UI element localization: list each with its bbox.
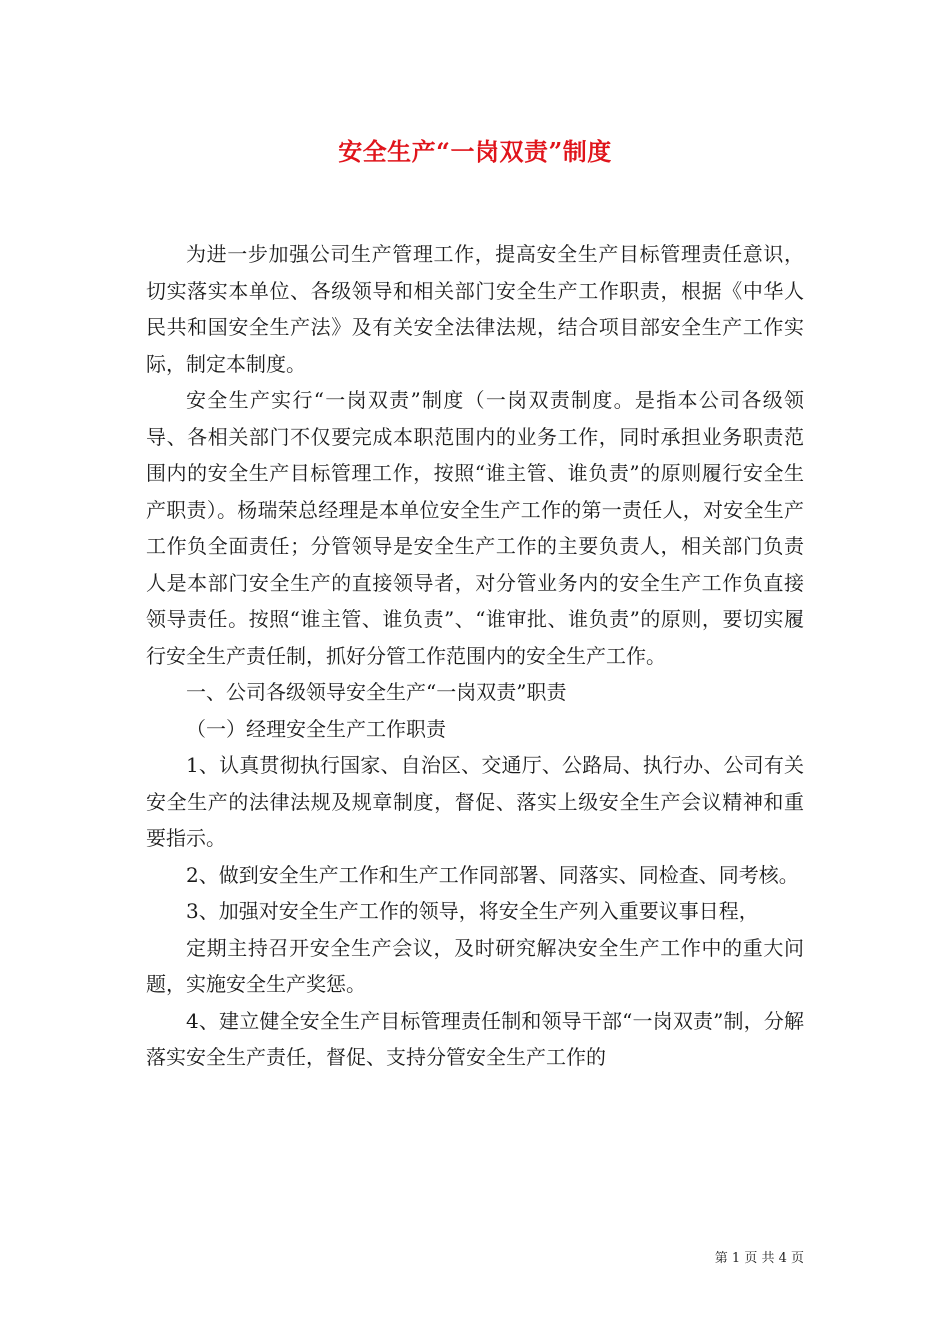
list-item-2: 2、做到安全生产工作和生产工作同部署、同落实、同检查、同考核。 (186, 862, 799, 887)
list-item-3-continued: 定期主持召开安全生产会议，及时研究解决安全生产工作中的重大问题，实施安全生产奖惩。 (146, 935, 804, 996)
list-item-4: 4、建立健全安全生产目标管理责任制和领导干部“一岗双责”制，分解落实安全生产责任，督促、支持分管安全生产工作的 (146, 1008, 804, 1069)
list-item-1: 1、认真贯彻执行国家、自治区、交通厅、公路局、执行办、公司有关安全生产的法律法规及规章制度，督促、落实上级安全生产会议精神和重要指示。 (146, 753, 804, 850)
paragraph-system-definition: 安全生产实行“一岗双责”制度（一岗双责制度。是指本公司各级领导、各相关部门不仅要完成本职范围内的业务工作，同时承担业务职责范围内的安全生产目标管理工作，按照“谁主管、谁负责”的原则履行安全生产职责）。杨瑞荣总经理是本单位安全生产工作的第一责任人，对安全生产工作负全面责任；分管领导是安全生产工作的主要负责人，相关部门负责人是本部门安全生产的直接领导者，对分管业务内的安全生产工作负直接领导责任。按照“谁主管、谁负责”、“谁审批、谁负责”的原则，要切实履行安全生产责任制，抓好分管工作范围内的安全生产工作。 (146, 388, 804, 668)
list-item-3: 3、加强对安全生产工作的领导，将安全生产列入重要议事日程， (186, 899, 759, 923)
paragraph-intro: 为进一步加强公司生产管理工作，提高安全生产目标管理责任意识，切实落实本单位、各级领导和相关部门安全生产工作职责，根据《中华人民共和国安全生产法》及有关安全法律法规，结合项目部安全生产工作实际，制定本制度。 (146, 242, 804, 376)
page-number: 第 1 页 共 4 页 (714, 1251, 804, 1266)
section-heading-1: 一、公司各级领导安全生产“一岗双责”职责 (186, 680, 567, 704)
document-body (146, 236, 804, 1076)
document-title: 安全生产“一岗双责”制度 (338, 137, 612, 166)
subsection-heading-1: （一）经理安全生产工作职责 (186, 716, 446, 741)
